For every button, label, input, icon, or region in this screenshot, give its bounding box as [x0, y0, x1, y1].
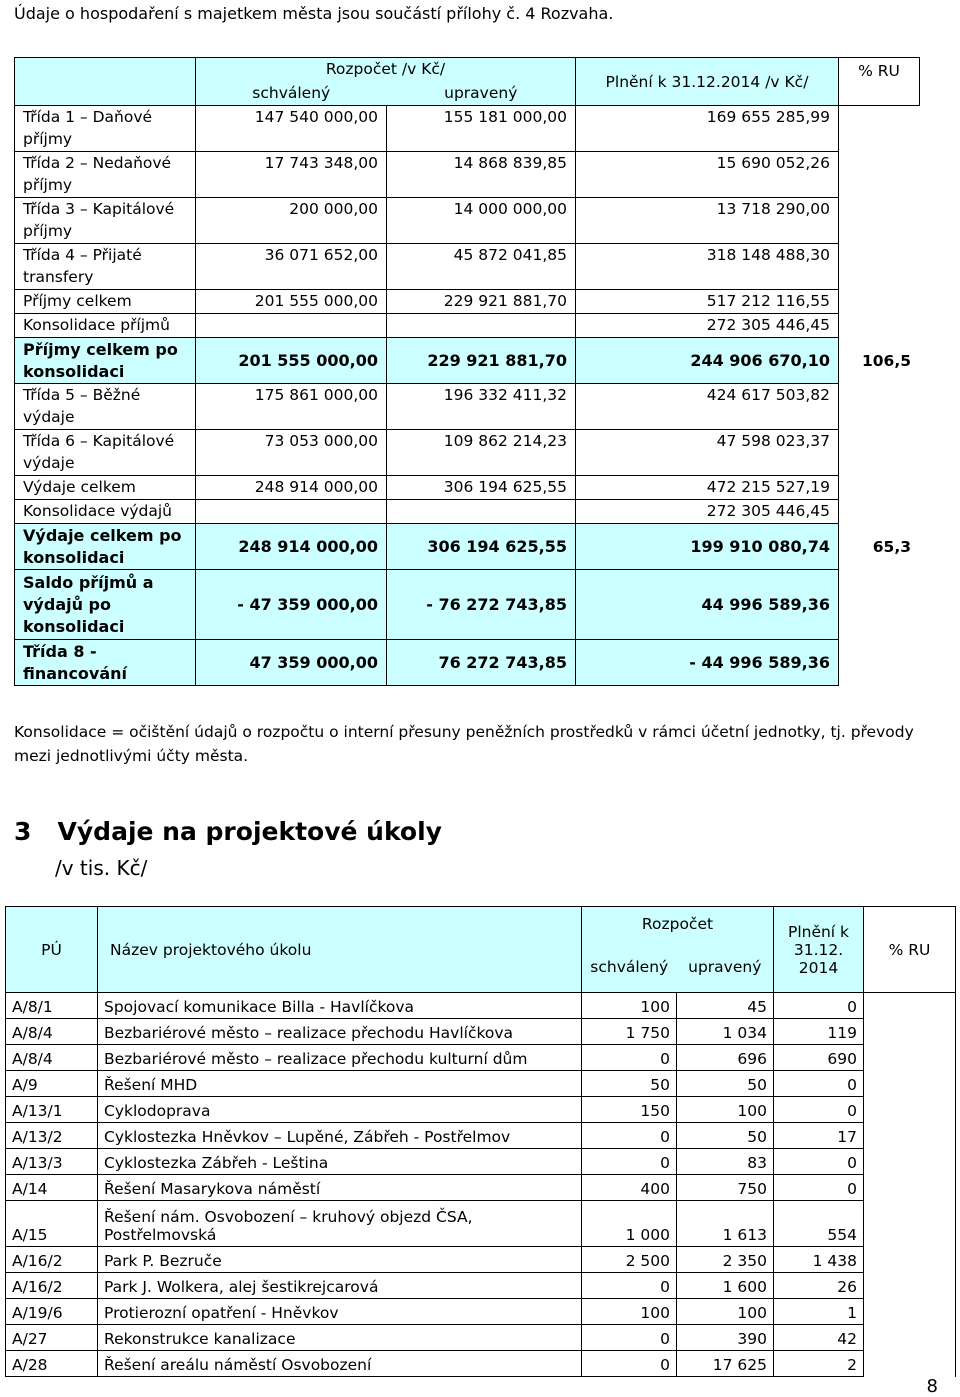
project-pct — [864, 1123, 956, 1149]
project-fulfilment: 42 — [774, 1325, 864, 1351]
budget-row-fulfilment: 472 215 527,19 — [576, 476, 839, 500]
project-approved: 100 — [582, 993, 677, 1019]
pct-col-header: % RU — [864, 907, 956, 993]
budget-row-approved: 73 053 000,00 — [196, 430, 387, 476]
project-approved: 0 — [582, 1273, 677, 1299]
budget-row — [15, 338, 920, 384]
budget-row-approved: 201 555 000,00 — [196, 338, 387, 384]
project-pct — [864, 1175, 956, 1201]
project-name: Cyklostezka Hněvkov – Lupěné, Zábřeh - Postřelmov — [98, 1123, 582, 1149]
project-adjusted: 100 — [677, 1097, 774, 1123]
project-code: A/14 — [6, 1175, 98, 1201]
budget-row-approved — [196, 314, 387, 338]
fulfilment-header: Plnění k 31.12.2014 /v Kč/ — [576, 58, 839, 106]
budget-row — [15, 106, 920, 152]
adjusted-col-header: upravený — [677, 941, 774, 993]
budget-row — [15, 244, 920, 290]
project-pct — [864, 1045, 956, 1071]
project-approved: 100 — [582, 1299, 677, 1325]
project-row — [6, 1299, 956, 1325]
budget-row-label: Příjmy celkem po konsolidaci — [15, 338, 196, 384]
project-adjusted: 2 350 — [677, 1247, 774, 1273]
project-pct — [864, 1201, 956, 1247]
page-number: 8 — [926, 1376, 938, 1397]
budget-row-adjusted: 306 194 625,55 — [387, 524, 576, 570]
project-row — [6, 1097, 956, 1123]
budget-row-label: Třída 1 – Daňové příjmy — [15, 106, 196, 152]
project-code: A/19/6 — [6, 1299, 98, 1325]
project-fulfilment: 26 — [774, 1273, 864, 1299]
project-name: Cyklostezka Zábřeh - Leština — [98, 1149, 582, 1175]
project-adjusted: 17 625 — [677, 1351, 774, 1377]
approved-col-header: schválený — [582, 941, 677, 993]
name-header: Název projektového úkolu — [98, 907, 582, 993]
project-pct — [864, 1325, 956, 1351]
project-adjusted: 100 — [677, 1299, 774, 1325]
budget-row-approved: 175 861 000,00 — [196, 384, 387, 430]
budget-row — [15, 314, 920, 338]
project-approved: 400 — [582, 1175, 677, 1201]
project-name: Park P. Bezruče — [98, 1247, 582, 1273]
budget-row-fulfilment: 47 598 023,37 — [576, 430, 839, 476]
budget-table — [14, 57, 920, 686]
project-row — [6, 1273, 956, 1299]
project-row — [6, 1045, 956, 1071]
project-adjusted: 1 600 — [677, 1273, 774, 1299]
budget-row-approved: 248 914 000,00 — [196, 524, 387, 570]
project-adjusted: 750 — [677, 1175, 774, 1201]
budget-row-label: Konsolidace výdajů — [15, 500, 196, 524]
budget-row-fulfilment: 424 617 503,82 — [576, 384, 839, 430]
budget-row — [15, 640, 920, 686]
budget-row-adjusted: 155 181 000,00 — [387, 106, 576, 152]
fulfilment-col-header: Plnění k 31.12. 2014 — [774, 907, 864, 993]
budget-row-approved: - 47 359 000,00 — [196, 570, 387, 640]
consolidation-note: Konsolidace = očištění údajů o rozpočtu o interní přesuny peněžních prostředků v rámci účetní jednotky, tj. převody mezi jednotlivými účty města. — [14, 723, 914, 765]
project-code: A/28 — [6, 1351, 98, 1377]
budget-row-label: Třída 4 – Přijaté transfery — [15, 244, 196, 290]
project-name: Řešení MHD — [98, 1071, 582, 1097]
project-fulfilment: 17 — [774, 1123, 864, 1149]
project-row — [6, 993, 956, 1019]
project-pct — [864, 1299, 956, 1325]
project-name: Protierozní opatření - Hněvkov — [98, 1299, 582, 1325]
project-code: A/13/2 — [6, 1123, 98, 1149]
budget-row-fulfilment: 169 655 285,99 — [576, 106, 839, 152]
budget-row-adjusted: 109 862 214,23 — [387, 430, 576, 476]
project-adjusted: 83 — [677, 1149, 774, 1175]
budget-row-adjusted: 306 194 625,55 — [387, 476, 576, 500]
project-approved: 1 750 — [582, 1019, 677, 1045]
budget-row-approved: 17 743 348,00 — [196, 152, 387, 198]
project-approved: 2 500 — [582, 1247, 677, 1273]
budget-row-adjusted: 196 332 411,32 — [387, 384, 576, 430]
budget-row-adjusted — [387, 500, 576, 524]
budget-row-fulfilment: 13 718 290,00 — [576, 198, 839, 244]
budget-row — [15, 430, 920, 476]
pct-column — [839, 58, 920, 556]
budget-row-fulfilment: 244 906 670,10 — [576, 338, 839, 384]
budget-row-label: Konsolidace příjmů — [15, 314, 196, 338]
project-code: A/9 — [6, 1071, 98, 1097]
project-pct — [864, 1247, 956, 1273]
budget-row-pct: 65,3 — [872, 538, 911, 556]
project-code: A/13/3 — [6, 1149, 98, 1175]
budget-row-adjusted — [387, 314, 576, 338]
code-header: PÚ — [6, 907, 98, 993]
section-heading — [14, 817, 442, 846]
budget-row-label: Výdaje celkem — [15, 476, 196, 500]
project-adjusted: 696 — [677, 1045, 774, 1071]
project-adjusted: 50 — [677, 1123, 774, 1149]
project-name: Bezbariérové město – realizace přechodu Havlíčkova — [98, 1019, 582, 1045]
project-approved: 0 — [582, 1325, 677, 1351]
project-name: Park J. Wolkera, alej šestikrejcarová — [98, 1273, 582, 1299]
pct-header: % RU — [858, 62, 900, 80]
project-name: Rekonstrukce kanalizace — [98, 1325, 582, 1351]
project-row — [6, 1019, 956, 1045]
budget-row-fulfilment: 15 690 052,26 — [576, 152, 839, 198]
budget-header-row — [15, 58, 920, 82]
project-adjusted: 1 613 — [677, 1201, 774, 1247]
project-table — [5, 906, 956, 1377]
project-fulfilment: 0 — [774, 1071, 864, 1097]
budget-header-label: Rozpočet /v Kč/ — [196, 58, 576, 82]
budget-row-label: Třída 6 – Kapitálové výdaje — [15, 430, 196, 476]
project-approved: 1 000 — [582, 1201, 677, 1247]
budget-row-adjusted: 76 272 743,85 — [387, 640, 576, 686]
budget-row-label: Třída 2 – Nedaňové příjmy — [15, 152, 196, 198]
project-fulfilment: 2 — [774, 1351, 864, 1377]
project-approved: 0 — [582, 1123, 677, 1149]
section-unit: /v tis. Kč/ — [55, 856, 148, 880]
project-pct — [864, 1071, 956, 1097]
project-fulfilment: 0 — [774, 1175, 864, 1201]
project-pct — [864, 1149, 956, 1175]
project-name: Řešení Masarykova náměstí — [98, 1175, 582, 1201]
project-fulfilment: 0 — [774, 993, 864, 1019]
project-adjusted: 1 034 — [677, 1019, 774, 1045]
project-row — [6, 1071, 956, 1097]
project-approved: 150 — [582, 1097, 677, 1123]
budget-row-label: Třída 3 – Kapitálové příjmy — [15, 198, 196, 244]
project-fulfilment: 0 — [774, 1149, 864, 1175]
budget-row-adjusted: 45 872 041,85 — [387, 244, 576, 290]
budget-row-adjusted: 14 868 839,85 — [387, 152, 576, 198]
project-row — [6, 1149, 956, 1175]
project-approved: 0 — [582, 1045, 677, 1071]
budget-row-fulfilment: 199 910 080,74 — [576, 524, 839, 570]
project-header-row — [6, 907, 956, 941]
project-code: A/8/4 — [6, 1019, 98, 1045]
budget-row-approved: 200 000,00 — [196, 198, 387, 244]
budget-row — [15, 198, 920, 244]
project-fulfilment: 1 438 — [774, 1247, 864, 1273]
budget-row-approved: 248 914 000,00 — [196, 476, 387, 500]
budget-row-fulfilment: 272 305 446,45 — [576, 500, 839, 524]
adjusted-header: upravený — [387, 82, 576, 106]
budget-row-fulfilment: 272 305 446,45 — [576, 314, 839, 338]
project-pct — [864, 1351, 956, 1377]
budget-row — [15, 476, 920, 500]
budget-row-approved: 47 359 000,00 — [196, 640, 387, 686]
budget-row-adjusted: 229 921 881,70 — [387, 290, 576, 314]
project-row — [6, 1175, 956, 1201]
budget-row — [15, 570, 920, 640]
project-row — [6, 1123, 956, 1149]
project-row — [6, 1201, 956, 1247]
project-name: Spojovací komunikace Billa - Havlíčkova — [98, 993, 582, 1019]
budget-row-adjusted: 14 000 000,00 — [387, 198, 576, 244]
project-fulfilment: 119 — [774, 1019, 864, 1045]
project-code: A/8/1 — [6, 993, 98, 1019]
project-pct — [864, 1273, 956, 1299]
budget-row-label: Příjmy celkem — [15, 290, 196, 314]
project-pct — [864, 993, 956, 1019]
budget-row — [15, 152, 920, 198]
budget-row-fulfilment: 44 996 589,36 — [576, 570, 839, 640]
project-code: A/16/2 — [6, 1273, 98, 1299]
project-adjusted: 45 — [677, 993, 774, 1019]
budget-row-fulfilment: - 44 996 589,36 — [576, 640, 839, 686]
project-fulfilment: 0 — [774, 1097, 864, 1123]
project-code: A/15 — [6, 1201, 98, 1247]
project-name: Řešení nám. Osvobození – kruhový objezd ČSA, Postřelmovská — [98, 1201, 582, 1247]
project-pct — [864, 1019, 956, 1045]
budget-row — [15, 500, 920, 524]
budget-row-approved: 147 540 000,00 — [196, 106, 387, 152]
budget-header: Rozpočet — [582, 907, 774, 941]
project-row — [6, 1325, 956, 1351]
budget-row-label: Třída 8 - financování — [15, 640, 196, 686]
budget-row-approved — [196, 500, 387, 524]
project-name: Řešení areálu náměstí Osvobození — [98, 1351, 582, 1377]
project-adjusted: 390 — [677, 1325, 774, 1351]
project-pct — [864, 1097, 956, 1123]
project-fulfilment: 690 — [774, 1045, 864, 1071]
project-approved: 0 — [582, 1149, 677, 1175]
section-number: 3 — [14, 817, 32, 846]
budget-row — [15, 290, 920, 314]
budget-row-adjusted: 229 921 881,70 — [387, 338, 576, 384]
project-code: A/8/4 — [6, 1045, 98, 1071]
budget-row-adjusted: - 76 272 743,85 — [387, 570, 576, 640]
budget-row-pct: 106,5 — [861, 352, 911, 370]
budget-row-approved: 36 071 652,00 — [196, 244, 387, 290]
budget-row — [15, 524, 920, 570]
project-code: A/13/1 — [6, 1097, 98, 1123]
project-row — [6, 1351, 956, 1377]
project-code: A/16/2 — [6, 1247, 98, 1273]
project-approved: 0 — [582, 1351, 677, 1377]
budget-row-approved: 201 555 000,00 — [196, 290, 387, 314]
project-approved: 50 — [582, 1071, 677, 1097]
project-fulfilment: 554 — [774, 1201, 864, 1247]
budget-row-label: Saldo příjmů a výdajů po konsolidaci — [15, 570, 196, 640]
project-row — [6, 1247, 956, 1273]
budget-row-fulfilment: 318 148 488,30 — [576, 244, 839, 290]
project-name: Bezbariérové město – realizace přechodu kulturní dům — [98, 1045, 582, 1071]
budget-row-label: Výdaje celkem po konsolidaci — [15, 524, 196, 570]
budget-row-fulfilment: 517 212 116,55 — [576, 290, 839, 314]
project-code: A/27 — [6, 1325, 98, 1351]
project-name: Cyklodoprava — [98, 1097, 582, 1123]
intro-text: Údaje o hospodaření s majetkem města jsou součástí přílohy č. 4 Rozvaha. — [14, 4, 614, 23]
project-fulfilment: 1 — [774, 1299, 864, 1325]
approved-header: schválený — [196, 82, 387, 106]
project-adjusted: 50 — [677, 1071, 774, 1097]
budget-row — [15, 384, 920, 430]
budget-row-label: Třída 5 – Běžné výdaje — [15, 384, 196, 430]
section-title: Výdaje na projektové úkoly — [57, 817, 442, 846]
